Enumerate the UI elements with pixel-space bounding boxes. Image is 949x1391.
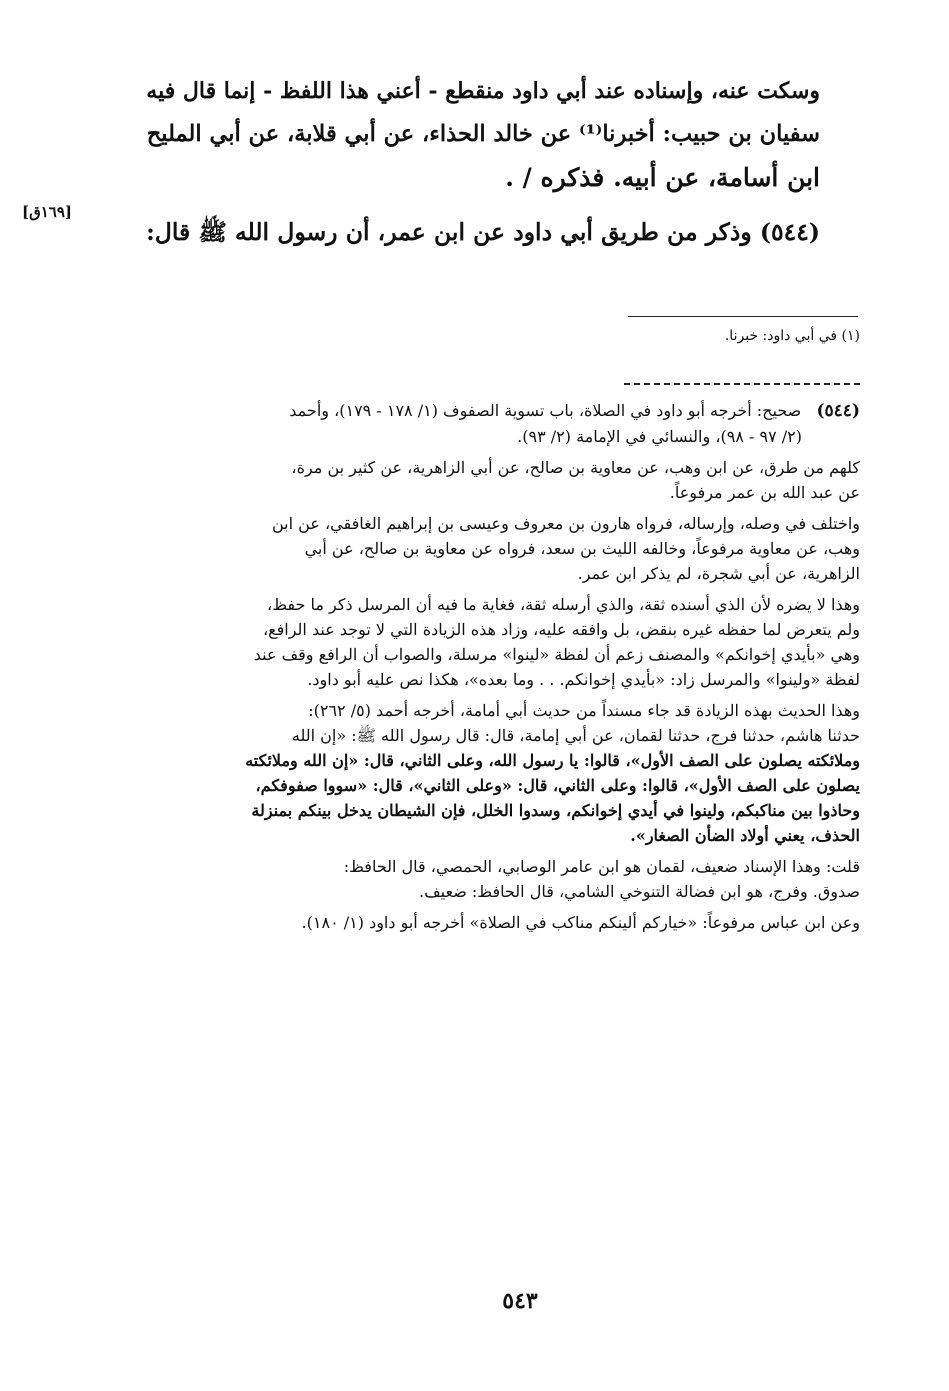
- hadith-number: (٥٤٤): [816, 401, 860, 421]
- commentary-paragraph: [148, 455, 860, 505]
- commentary-line: وهذا الحديث بهذه الزيادة قد جاء مسنداً من حديث أبي أمامة، أخرجه أحمد (٥/ ٢٦٢):: [308, 701, 860, 720]
- commentary-line: قلت: وهذا الإسناد ضعيف، لقمان هو ابن عامر الوصابي، الحمصي، قال الحافظ:: [343, 857, 860, 876]
- commentary-line: وهذا لا يضره لأن الذي أسنده ثقة، والذي أرسله ثقة، فغاية ما فيه أن المرسل ذكر ما حفظ،: [267, 595, 860, 614]
- commentary-separator: [624, 383, 860, 385]
- commentary-line: حدثنا هاشم، حدثنا فرج، حدثنا لقمان، عن أبي إمامة، قال: قال رسول الله ﷺ: «إن الله: [291, 726, 860, 745]
- commentary-paragraph: [148, 854, 860, 904]
- commentary-line: الزاهرية، عن أبي شجرة، لم يذكر ابن عمر.: [577, 564, 860, 583]
- commentary-paragraph: [148, 511, 860, 586]
- hadith-entry-line: (٥٤٤) وذكر من طريق أبي داود عن ابن عمر، أن رسول الله ﷺ قال:: [146, 218, 820, 246]
- commentary-paragraph: [148, 398, 860, 449]
- manuscript-folio-marker: [١٦٩ق]: [22, 203, 73, 221]
- commentary-line: لفظة «ولينوا» والمرسل زاد: «بأيدي إخوانكم. . . وما بعده»، هكذا نص عليه أبو داود.: [307, 670, 860, 689]
- main-text-line: سفيان بن حبيب: أخبرنا⁽¹⁾ عن خالد الحذاء، عن أبي قلابة، عن أبي المليح: [146, 121, 820, 147]
- commentary-line: (٢/ ٩٧ - ٩٨)، والنسائي في الإمامة (٢/ ٩٣).: [517, 427, 802, 446]
- commentary-line: ولم يتعرض لما حفظه غيره بنقض، بل وافقه عليه، وزاد هذه الزيادة التي لا توجد عند الرافع،: [262, 620, 860, 639]
- main-text-line: ابن أسامة، عن أبيه. فذكره / .: [505, 163, 820, 192]
- commentary-line: وملائكته يصلون على الصف الأول»، قالوا: يا رسول الله، وعلى الثاني، قال: «إن الله وملائكته: [245, 751, 860, 770]
- commentary-line: وهي «بأيدي إخوانكم» والمصنف زعم أن لفظة «لينوا» مرسلة، والصواب أن الرافع وقف عند: [253, 645, 860, 664]
- footnote-separator: [628, 316, 858, 317]
- main-text: [140, 72, 820, 256]
- commentary-paragraph: [148, 698, 860, 848]
- commentary: [148, 398, 860, 941]
- commentary-line: عن عبد الله بن عمر مرفوعاً.: [669, 483, 860, 502]
- commentary-line: وعن ابن عباس مرفوعاً: «خياركم ألينكم مناكب في الصلاة» أخرجه أبو داود (١/ ١٨٠).: [301, 913, 860, 932]
- commentary-line: (٥٤٤) صحيح: أخرجه أبو داود في الصلاة، باب تسوية الصفوف (١/ ١٧٨ - ١٧٩)، وأحمد: [289, 401, 860, 421]
- commentary-line: واختلف في وصله، وإرساله، فرواه هارون بن معروف وعيسى بن إبراهيم الغافقي، عن ابن: [272, 514, 860, 533]
- commentary-paragraph: [148, 910, 860, 935]
- footnote: (١) في أبي داود: خبرنا.: [724, 328, 860, 344]
- commentary-line: وحاذوا بين مناكبكم، ولينوا في أيدي إخوانكم، وسدوا الخلل، فإن الشيطان يدخل بينكم بمنزلة: [251, 801, 860, 820]
- commentary-line: كلهم من طرق، عن ابن وهب، عن معاوية بن صالح، عن أبي الزاهرية، عن كثير بن مرة،: [291, 458, 860, 477]
- commentary-line: وهب، عن معاوية مرفوعاً، وخالفه الليث بن سعد، فرواه عن معاوية بن صالح، عن أبي: [304, 539, 860, 558]
- page-number: ٥٤٣: [502, 1288, 538, 1314]
- commentary-paragraph: [148, 592, 860, 692]
- commentary-line: يصلون على الصف الأول»، قالوا: وعلى الثاني، قال: «وعلى الثاني»، قال: «سووا صفوفكم،: [255, 776, 860, 795]
- commentary-line: الحذف، يعني أولاد الضأن الصغار».: [630, 826, 860, 845]
- commentary-line: صدوق. وفرج، هو ابن فضالة التنوخي الشامي، قال الحافظ: ضعيف.: [419, 882, 860, 901]
- main-text-line: وسكت عنه، وإسناده عند أبي داود منقطع - أعني هذا اللفظ - إنما قال فيه: [146, 78, 820, 104]
